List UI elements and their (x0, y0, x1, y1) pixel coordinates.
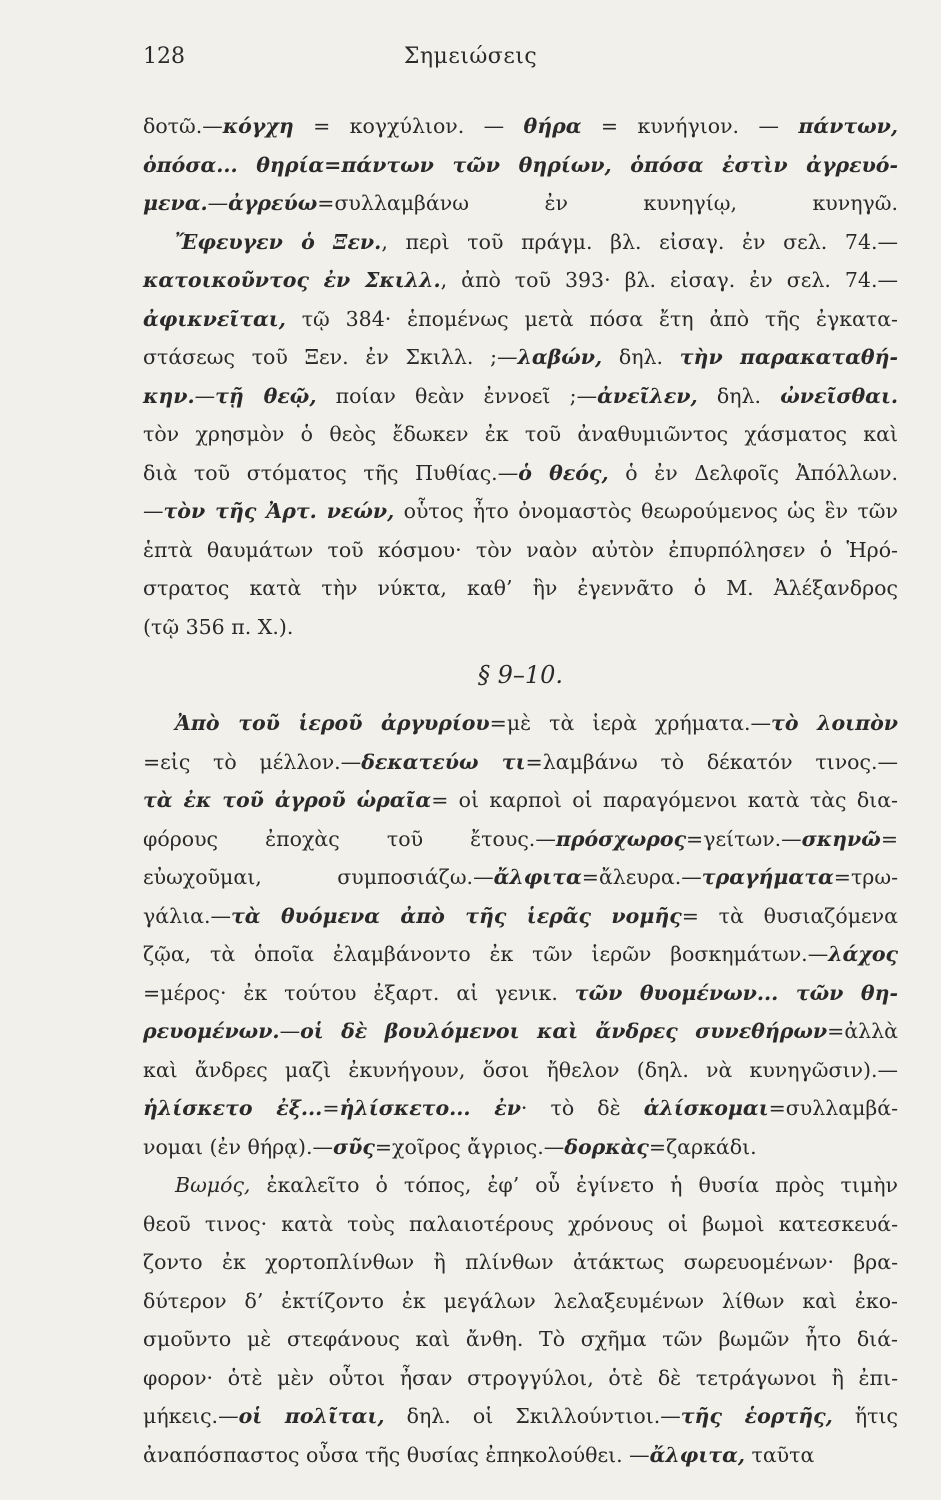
text-segment: νομαι (ἐν θήρᾳ).— (143, 1134, 334, 1159)
emphasized-term: ἄλφιτα (493, 865, 582, 889)
emphasized-term: τὰ θυόμενα ἀπὸ τῆς ἱερᾶς νομῆς (231, 903, 682, 928)
emphasized-term: πρόσχωρος (555, 826, 687, 851)
text-segment: θεοῦ τινος· κατὰ τοὺς παλαιοτέρους χρόνους οἱ βωμοὶ κατεσκευά- (143, 1211, 898, 1236)
text-segment: φορον· ὁτὲ μὲν οὗτοι ἦσαν στρογγύλοι, ὁτὲ δὲ τετράγωνοι ἢ ἐπι- (143, 1365, 898, 1390)
text-segment: ποίαν θεὰν ἐννοεῖ ;— (316, 383, 598, 408)
emphasized-term: ὁπόσα... θηρία=πάντων τῶν θηρίων, ὁπόσα ἐστὶν ἀγρευό- (143, 152, 898, 177)
text-segment: ἐκαλεῖτο ὁ τόπος, ἐφ’ οὗ ἐγίνετο ἡ θυσία πρὸς τιμὴν (250, 1173, 898, 1197)
emphasized-term: τὴν παρακαταθή- (679, 345, 898, 369)
emphasized-term: οἱ πολῖται, (238, 1404, 385, 1428)
emphasized-term: Ἔφευγεν ὁ Ξεν. (175, 229, 382, 254)
text-line (143, 569, 898, 608)
emphasized-term: τὸν τῆς Ἀρτ. νεών, (163, 499, 395, 523)
text-line (143, 858, 898, 897)
text-line (143, 146, 898, 185)
text-segment: δηλ. οἱ Σκιλλούντιοι.— (384, 1404, 681, 1428)
emphasized-term: σῦς (333, 1134, 375, 1159)
emphasized-term: κατοικοῦντος ἐν Σκιλλ. (143, 268, 441, 292)
emphasized-term: ὠνεῖσθαι. (780, 383, 898, 408)
text-segment: δοτῶ.— (143, 114, 223, 138)
emphasized-term: ἀνεῖλεν, (597, 383, 698, 408)
emphasized-term: σκηνῶ (801, 826, 881, 851)
text-line (143, 704, 898, 743)
text-segment: =ζαρκάδι. (648, 1134, 757, 1159)
text-segment: ἥτις (832, 1404, 899, 1428)
text-segment: = (322, 1096, 340, 1120)
emphasized-term: ἀγρεύω (228, 191, 318, 215)
text-line (143, 531, 898, 570)
text-segment: = οἱ καρποὶ οἱ παραγόμενοι κατὰ τὰς δια- (431, 788, 898, 812)
text-line (143, 1051, 898, 1090)
section-heading (143, 646, 898, 704)
emphasized-term: ἁλίσκομαι (643, 1096, 769, 1120)
text-line (143, 897, 898, 936)
page-header (0, 44, 941, 80)
emphasized-term: ἡλίσκετο... ἐν (339, 1096, 521, 1120)
text-line (143, 1436, 898, 1475)
text-line (143, 820, 898, 859)
emphasized-term: πάντων, (798, 114, 898, 138)
text-segment: — (194, 383, 216, 408)
text-segment: ἀναπόσπαστος οὖσα τῆς θυσίας ἐπηκολούθει. — (143, 1442, 650, 1467)
text-line (143, 1128, 898, 1167)
emphasized-term: τῇ θεῷ, (215, 383, 317, 408)
emphasized-term: δεκατεύω τι (361, 749, 526, 774)
text-segment: φόρους ἐποχὰς τοῦ ἔτους.— (143, 826, 556, 851)
text-segment: οὗτος ἦτο ὀνομαστὸς θεωρούμενος ὡς ἓν τῶν (394, 499, 898, 523)
text-segment: ἑπτὰ θαυμάτων τοῦ κόσμου· τὸν ναὸν αὐτὸν ἐπυρπόλησεν ὁ Ἡρό- (143, 537, 898, 562)
text-segment: =χοῖρος ἄγριος.— (374, 1134, 565, 1159)
emphasized-term: λαβών, (517, 345, 603, 369)
emphasized-term: ρευομένων. (143, 1019, 280, 1043)
text-segment: ταῦτα (744, 1442, 815, 1467)
text-segment: καὶ ἄνδρες μαζὶ ἐκυνήγουν, ὅσοι ἤθελον (δηλ. νὰ κυνηγῶσιν).— (143, 1057, 898, 1082)
text-segment: =ἄλευρα.— (581, 865, 702, 889)
text-segment: § 9–10. (477, 661, 564, 689)
text-line (143, 261, 898, 300)
emphasized-term: Βωμός, (175, 1173, 251, 1197)
text-segment: =ἀλλὰ (827, 1019, 898, 1043)
running-title: Σημειώσεις (403, 44, 538, 69)
text-segment: — (207, 191, 229, 215)
text-line (143, 1282, 898, 1321)
text-line (143, 338, 898, 377)
emphasized-term: μενα. (143, 191, 208, 215)
emphasized-term: τραγήματα (701, 865, 834, 889)
text-line (143, 300, 898, 339)
text-segment: = κογχύλιον. — (293, 114, 524, 138)
text-line (143, 1243, 898, 1282)
text-line (143, 492, 898, 531)
text-segment: διὰ τοῦ στόματος τῆς Πυθίας.— (143, 460, 519, 485)
text-segment: , ἀπὸ τοῦ 393· βλ. εἰσαγ. ἐν σελ. 74.— (440, 268, 898, 292)
text-line (143, 935, 898, 974)
text-segment: μήκεις.— (143, 1404, 239, 1428)
text-segment: ζῷα, τὰ ὁποῖα ἐλαμβάνοντο ἐκ τῶν ἱερῶν βοσκημάτων.— (143, 942, 829, 966)
text-segment: ὁ ἐν Δελφοῖς Ἀπόλλων. (608, 460, 898, 485)
emphasized-term: τὰ ἐκ τοῦ ἀγροῦ ὡραῖα (143, 788, 432, 812)
text-segment: =τρω- (833, 865, 898, 889)
emphasized-term: ἡλίσκετο ἐξ... (143, 1096, 323, 1120)
text-segment: , περὶ τοῦ πράγμ. βλ. εἰσαγ. ἐν σελ. 74.— (381, 229, 899, 254)
text-line (143, 223, 898, 262)
text-line (143, 974, 898, 1013)
text-segment: =μὲ τὰ ἱερὰ χρήματα.— (489, 711, 772, 735)
text-line (143, 415, 898, 454)
text-segment: δηλ. (697, 383, 781, 408)
text-segment: ζοντο ἐκ χορτοπλίνθων ἢ πλίνθων ἀτάκτως σωρευομένων· βρα- (143, 1250, 898, 1274)
text-segment: = τὰ θυσιαζόμενα (681, 903, 898, 928)
emphasized-term: τὸ λοιπὸν (771, 711, 898, 735)
emphasized-term: ἀφικνεῖται, (143, 306, 286, 331)
emphasized-term: δορκὰς (564, 1134, 649, 1159)
text-segment: στρατος κατὰ τὴν νύκτα, καθ’ ἣν ἐγεννᾶτο ὁ Μ. Ἀλέξανδρος (143, 576, 898, 600)
emphasized-term: Ἀπὸ τοῦ ἱεροῦ ἀργυρίου (175, 711, 490, 735)
emphasized-term: τῆς ἑορτῆς, (680, 1404, 833, 1428)
text-line (143, 1012, 898, 1051)
text-segment: δύτερον δ’ ἐκτίζοντο ἐκ μεγάλων λελαξευμένων λίθων καὶ ἐκο- (143, 1288, 898, 1313)
text-segment: =μέρος· ἐκ τούτου ἐξαρτ. αἱ γενικ. (143, 980, 575, 1005)
text-line (143, 1359, 898, 1398)
text-line (143, 454, 898, 493)
text-line (143, 1205, 898, 1244)
text-segment: στάσεως τοῦ Ξεν. ἐν Σκιλλ. ;— (143, 345, 518, 369)
text-line (143, 781, 898, 820)
text-segment: =συλλαμβά- (768, 1096, 899, 1120)
text-segment: — (143, 499, 164, 523)
text-segment: = κυνήγιον. — (581, 114, 799, 138)
text-line (143, 1089, 898, 1128)
text-line (143, 1320, 898, 1359)
emphasized-term: θήρα (523, 114, 582, 138)
text-segment: (τῷ 356 π. Χ.). (143, 614, 294, 639)
text-segment: τῷ 384· ἑπομένως μετὰ πόσα ἔτη ἀπὸ τῆς ἐγκατα- (285, 306, 898, 331)
text-segment: =εἰς τὸ μέλλον.— (143, 749, 362, 774)
text-segment: · τὸ δὲ (520, 1096, 644, 1120)
page-number: 128 (143, 44, 185, 69)
text-line (143, 107, 898, 146)
text-line (143, 743, 898, 782)
text-segment: = (880, 826, 898, 851)
emphasized-term: κόγχη (222, 114, 294, 138)
emphasized-term: οἱ δὲ βουλόμενοι καὶ ἄνδρες συνεθήρων (300, 1019, 828, 1043)
emphasized-term: τῶν θυομένων... τῶν θη- (574, 980, 898, 1005)
emphasized-term: ἄλφιτα, (649, 1442, 745, 1467)
text-segment: =γείτων.— (686, 826, 802, 851)
body-text (143, 107, 898, 1474)
text-segment: δηλ. (602, 345, 680, 369)
text-segment: τὸν χρησμὸν ὁ θεὸς ἔδωκεν ἐκ τοῦ ἀναθυμιῶντος χάσματος καὶ (143, 422, 898, 446)
emphasized-term: κην. (143, 383, 195, 408)
text-segment: εὐωχοῦμαι, συμποσιάζω.— (143, 865, 494, 889)
text-segment: — (279, 1019, 301, 1043)
emphasized-term: λάχος (828, 942, 898, 966)
text-segment: γάλια.— (143, 903, 231, 928)
text-line (143, 608, 898, 647)
emphasized-term: ὁ θεός, (518, 460, 609, 485)
text-segment: =συλλαμβάνω ἐν κυνηγίῳ, κυνηγῶ. (317, 191, 898, 215)
text-segment: =λαμβάνω τὸ δέκατόν τινος.— (525, 749, 899, 774)
text-line (143, 184, 898, 223)
text-line (143, 377, 898, 416)
text-segment: σμοῦντο μὲ στεφάνους καὶ ἄνθη. Τὸ σχῆμα τῶν βωμῶν ἦτο διά- (143, 1327, 898, 1351)
text-line (143, 1166, 898, 1205)
text-line (143, 1397, 898, 1436)
